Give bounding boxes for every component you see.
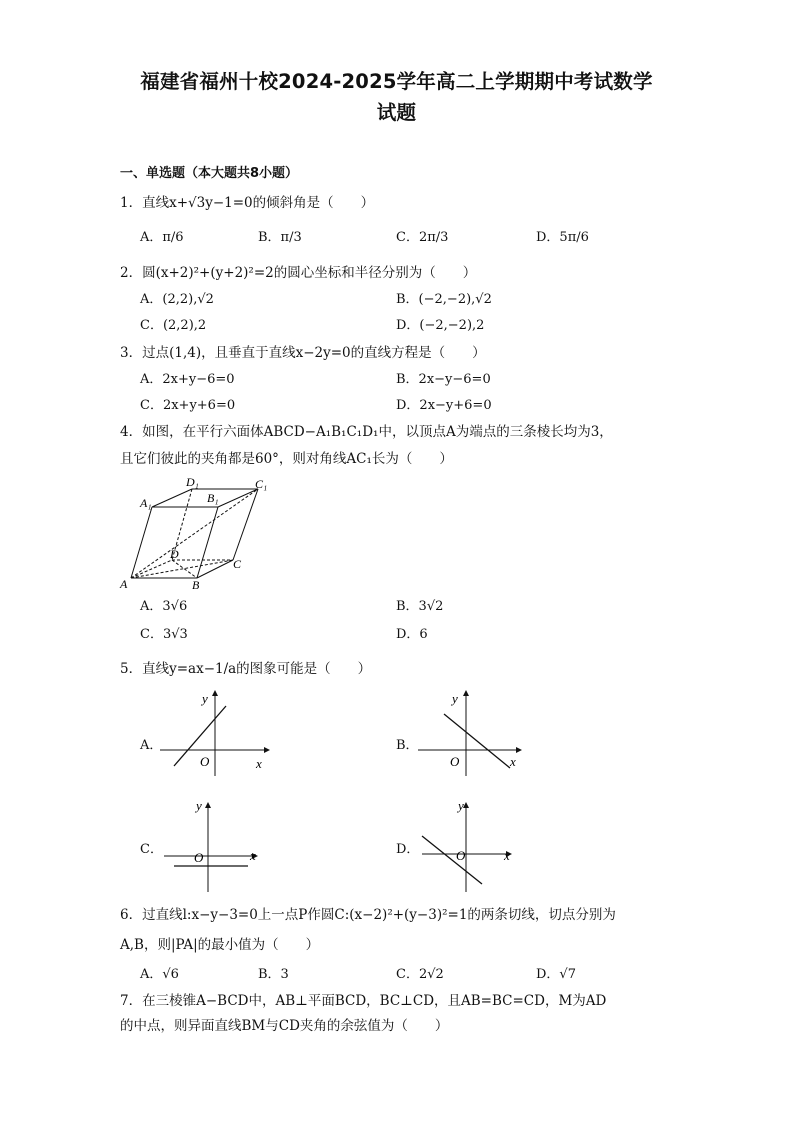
graph-line [422, 836, 482, 884]
label-a1: A₁ [140, 496, 152, 510]
diagonal-a-c [131, 560, 233, 578]
edge-c1-c [233, 489, 258, 560]
q5-option-d: D． [396, 842, 420, 857]
q5-option-c: C． [140, 842, 163, 857]
q2-option-a: A．(2,2),√2 [140, 292, 214, 307]
question-4-stem: 4．如图，在平行六面体ABCD−A₁B₁C₁D₁中，以顶点A为端点的三条棱长均为3， [120, 424, 613, 440]
y-axis-arrow [463, 690, 469, 696]
q4-option-d: D．6 [396, 627, 428, 642]
x-label: x [510, 754, 516, 769]
graph-b [418, 688, 528, 778]
y-label: y [202, 691, 208, 706]
q3-option-a: A．2x+y−6=0 [140, 372, 235, 387]
graph-a [160, 688, 270, 778]
x-label: x [256, 756, 262, 771]
origin-label: O [200, 754, 210, 769]
question-7-stem: 7．在三棱锥A−BCD中，AB⊥平面BCD，BC⊥CD，且AB=BC=CD，M为AD [120, 993, 607, 1009]
edge-a1-d1 [152, 489, 192, 507]
graph-d [418, 796, 528, 894]
label-b1: B₁ [207, 491, 219, 505]
q2-option-c: C．(2,2),2 [140, 318, 207, 333]
label-a: A [120, 577, 128, 591]
x-label: x [504, 848, 510, 863]
y-axis-arrow [212, 690, 218, 696]
q3-option-d: D．2x−y+6=0 [396, 398, 492, 413]
page-title-line2: 试题 [376, 101, 417, 124]
q6-option-b: B．3 [258, 967, 289, 982]
question-3-stem: 3．过点(1,4)，且垂直于直线x−2y=0的直线方程是（ ） [120, 345, 486, 361]
question-1-stem: 1．直线x+√3y−1=0的倾斜角是（ ） [120, 195, 375, 211]
q6-option-c: C．2√2 [396, 967, 444, 982]
q3-option-c: C．2x+y+6=0 [140, 398, 236, 413]
q4-option-b: B．3√2 [396, 599, 444, 614]
question-5-stem: 5．直线y=ax−1/a的图象可能是（ ） [120, 661, 372, 677]
q1-option-b: B．π/3 [258, 230, 302, 245]
label-b: B [192, 578, 200, 592]
q5-option-b: B． [396, 738, 419, 753]
graph-c [160, 796, 270, 894]
parallelepiped-figure [118, 474, 278, 592]
label-d1: D₁ [186, 475, 199, 489]
edge-b1-b [197, 507, 218, 578]
question-2-stem: 2．圆(x+2)²+(y+2)²=2的圆心坐标和半径分别为（ ） [120, 265, 477, 281]
q2-option-d: D．(−2,−2),2 [396, 318, 485, 333]
q4-option-a: A．3√6 [140, 599, 188, 614]
question-4-stem-line2: 且它们彼此的夹角都是60°，则对角线AC₁长为（ ） [120, 451, 453, 467]
q1-option-c: C．2π/3 [396, 230, 449, 245]
question-6-stem: 6．过直线l:x−y−3=0上一点P作圆C:(x−2)²+(y−3)²=1的两条切线，切点分别为 [120, 907, 616, 923]
question-6-stem-line2: A,B，则|PA|的最小值为（ ） [120, 937, 320, 953]
edge-a1-a [131, 507, 152, 578]
q1-option-a: A．π/6 [140, 230, 184, 245]
origin-label: O [194, 850, 204, 865]
x-axis-arrow [516, 747, 522, 753]
y-label: y [452, 691, 458, 706]
q6-option-d: D．√7 [536, 967, 576, 982]
edge-a-d [131, 560, 172, 578]
y-label: y [196, 798, 202, 813]
y-label: y [458, 798, 464, 813]
q4-option-c: C．3√3 [140, 627, 188, 642]
y-axis-arrow [205, 802, 211, 808]
label-c1: C₁ [255, 477, 268, 491]
x-axis-arrow [264, 747, 270, 753]
diagonal-d-b [172, 560, 197, 578]
q1-option-d: D．5π/6 [536, 230, 589, 245]
q3-option-b: B．2x−y−6=0 [396, 372, 491, 387]
label-c: C [233, 557, 242, 571]
x-label: x [250, 848, 256, 863]
origin-label: O [456, 848, 466, 863]
origin-label: O [450, 754, 460, 769]
y-axis-arrow [463, 802, 469, 808]
q6-option-a: A．√6 [140, 967, 179, 982]
label-d: D [170, 547, 179, 561]
q5-option-a: A． [140, 738, 163, 753]
edge-b1-c1 [218, 489, 258, 507]
question-7-stem-line2: 的中点，则异面直线BM与CD夹角的余弦值为（ ） [120, 1018, 449, 1034]
q2-option-b: B．(−2,−2),√2 [396, 292, 492, 307]
page-title: 福建省福州十校2024-2025学年高二上学期期中考试数学 [140, 70, 653, 93]
section-heading: 一、单选题（本大题共8小题） [120, 166, 299, 181]
